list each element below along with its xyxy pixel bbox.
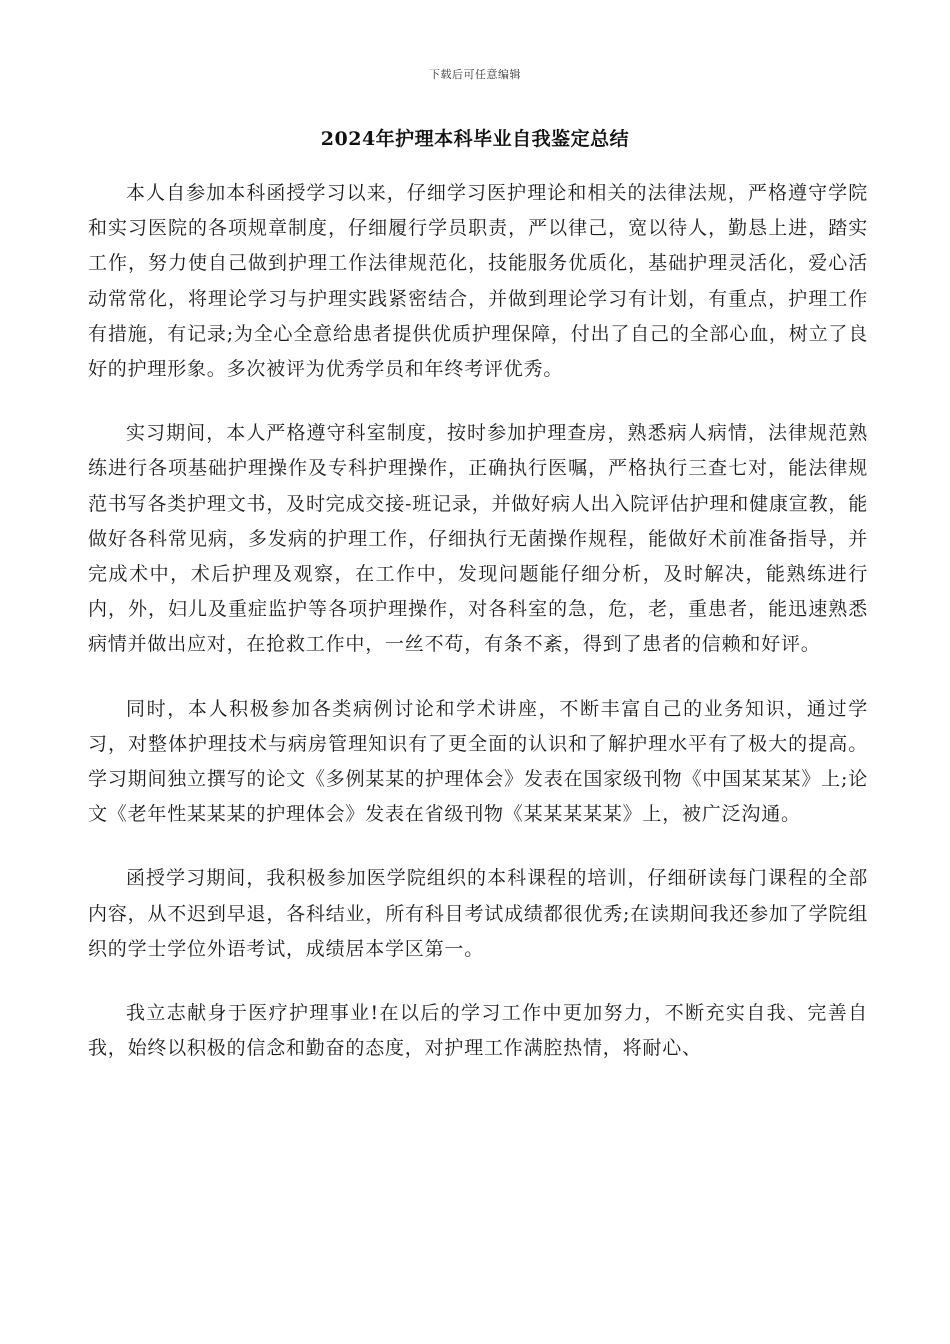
paragraph-aspiration: 我立志献身于医疗护理事业!在以后的学习工作中更加努力，不断充实自我、完善自我，始终以积极的信念和勤奋的态度，对护理工作满腔热情，将耐心、	[88, 1002, 868, 1060]
paragraph-internship: 实习期间，本人严格遵守科室制度，按时参加护理查房，熟悉病人病情，法律规范熟练进行各项基础护理操作及专科护理操作，正确执行医嘱，严格执行三查七对，能法律规范书写各类护理文书，及时完成交接-班记录，并做好病人出入院评估护理和健康宣教，能做好各科常见病，多发病的护理工作，仔细执行无菌操作规程，能做好术前准备指导，并完成术中，术后护理及观察，在工作中，发现问题能仔细分析，及时解决，能熟练进行内，外，妇儿及重症监护等各项护理操作，对各科室的急，危，老，重患者，能迅速熟悉病情并做出应对，在抢救工作中，一丝不苟，有条不紊，得到了患者的信赖和好评。	[88, 422, 868, 656]
document-body	[88, 176, 868, 1095]
paragraph-self-study: 本人自参加本科函授学习以来，仔细学习医护理论和相关的法律法规，严格遵守学院和实习医院的各项规章制度，仔细履行学员职责，严以律己，宽以待人，勤恳上进，踏实工作，努力使自己做到护理工作法律规范化，技能服务优质化，基础护理灵活化，爱心活动常常化，将理论学习与护理实践紧密结合，并做到理论学习有计划，有重点，护理工作有措施，有记录;为全心全意给患者提供优质护理保障，付出了自己的全部心血，树立了良好的护理形象。多次被评为优秀学员和年终考评优秀。	[88, 182, 868, 381]
document-title: 2024年护理本科毕业自我鉴定总结	[320, 128, 630, 150]
header-note: 下载后可任意编辑	[429, 68, 521, 81]
paragraph-correspondence-study: 函授学习期间，我积极参加医学院组织的本科课程的培训，仔细研读每门课程的全部内容，从不迟到早退，各科结业，所有科目考试成绩都很优秀;在读期间我还参加了学院组织的学士学位外语考试，成绩居本学区第一。	[88, 867, 868, 960]
paragraph-academic: 同时，本人积极参加各类病例讨论和学术讲座，不断丰富自己的业务知识，通过学习，对整体护理技术与病房管理知识有了更全面的认识和了解护理水平有了极大的提高。学习期间独立撰写的论文《多例某某的护理体会》发表在国家级刊物《中国某某某》上;论文《老年性某某某的护理体会》发表在省级刊物《某某某某某》上，被广泛沟通。	[88, 697, 868, 826]
